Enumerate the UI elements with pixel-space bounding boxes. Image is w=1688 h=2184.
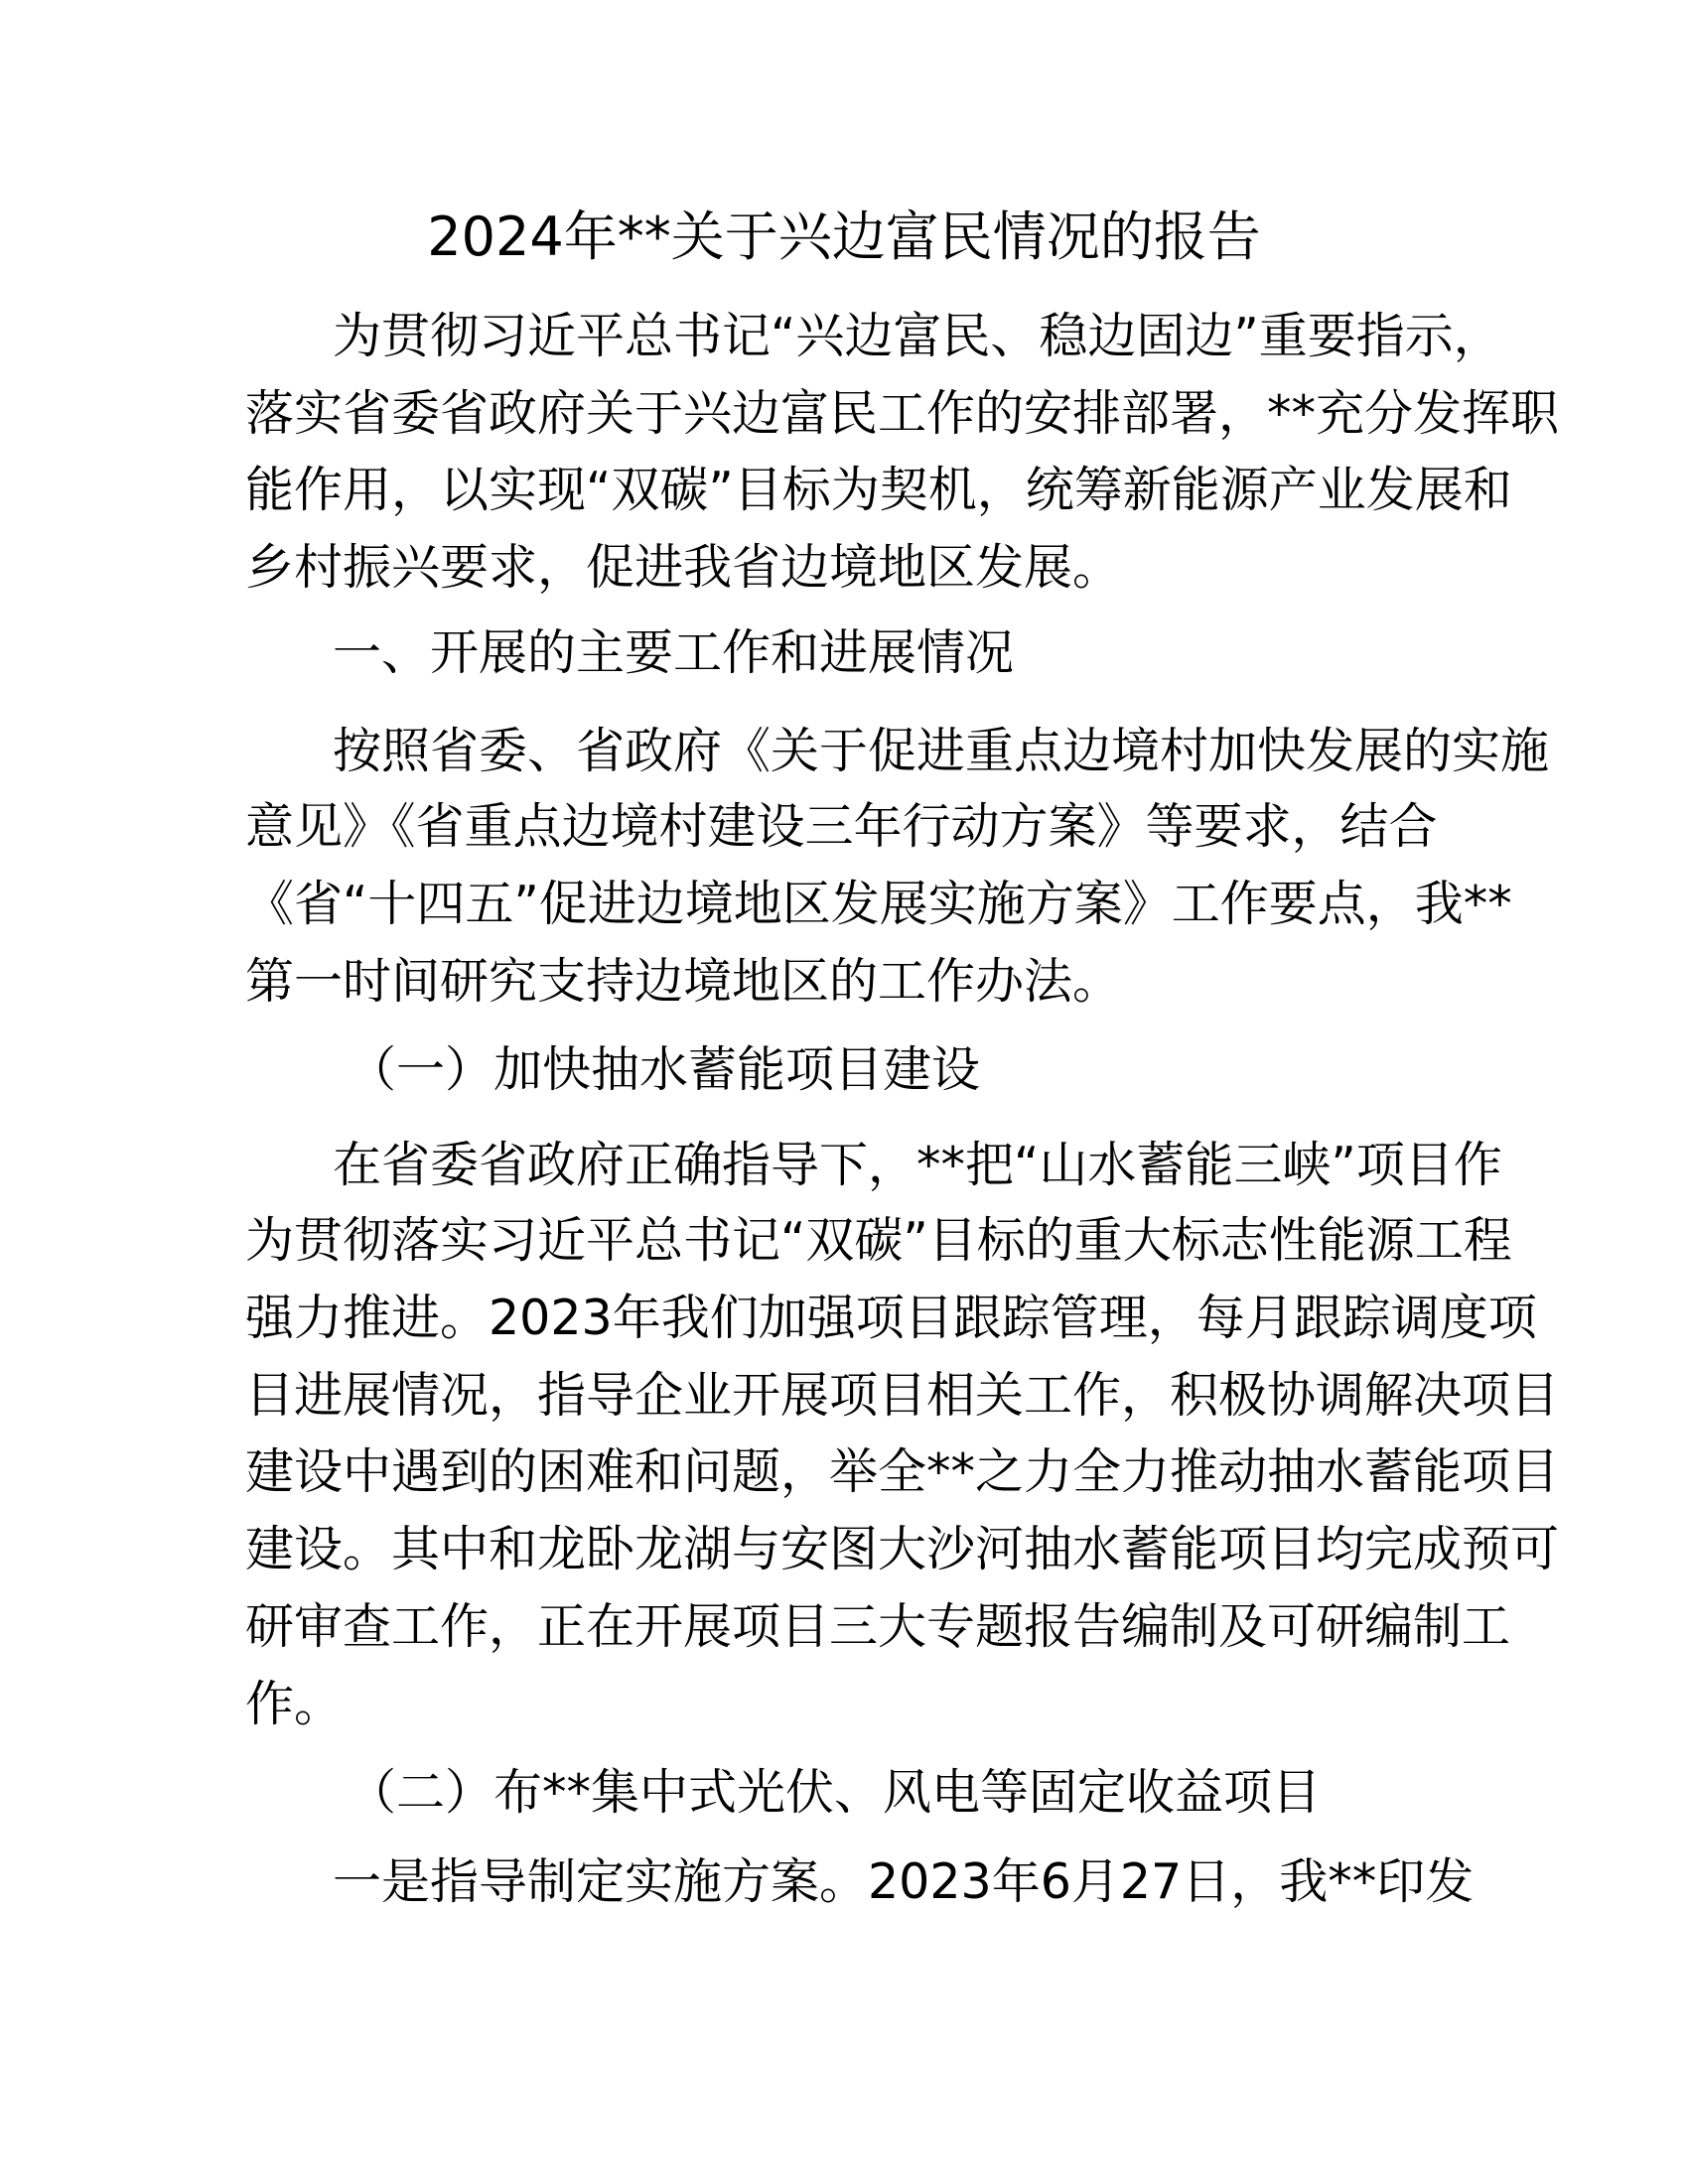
paragraph-line: 强力推进。2023年我们加强项目跟踪管理，每月跟踪调度项 xyxy=(245,1290,1537,1346)
paragraph-line: 为贯彻习近平总书记“兴边富民、稳边固边”重要指示， xyxy=(333,308,1502,364)
paragraph-line: 意见》《省重点边境村建设三年行动方案》等要求，结合 xyxy=(245,798,1438,855)
paragraph-line: 目进展情况，指导企业开展项目相关工作，积极协调解决项目 xyxy=(245,1367,1560,1424)
paragraph-line: 第一时间研究支持边境地区的工作办法。 xyxy=(245,953,1122,1010)
paragraph-line: 在省委省政府正确指导下，**把“山水蓄能三峡”项目作 xyxy=(333,1137,1502,1193)
paragraph-line: 《省“十四五”促进边境地区发展实施方案》工作要点，我** xyxy=(245,876,1512,932)
paragraph-line: 落实省委省政府关于兴边富民工作的安排部署，**充分发挥职 xyxy=(245,385,1560,442)
subsection-heading: （一）加快抽水蓄能项目建设 xyxy=(348,1041,981,1098)
document-title: 2024年**关于兴边富民情况的报告 xyxy=(427,205,1261,268)
paragraph-line: 一是指导制定实施方案。2023年6月27日，我**印发 xyxy=(333,1853,1475,1910)
paragraph-line: 按照省委、省政府《关于促进重点边境村加快发展的实施 xyxy=(333,723,1550,779)
paragraph-line: 建设中遇到的困难和问题，举全**之力全力推动抽水蓄能项目 xyxy=(245,1443,1560,1500)
section-heading: 一、开展的主要工作和进展情况 xyxy=(333,624,1015,681)
paragraph-line: 建设。其中和龙卧龙湖与安图大沙河抽水蓄能项目均完成预可 xyxy=(245,1521,1560,1577)
paragraph-line: 能作用，以实现“双碳”目标为契机，统筹新能源产业发展和 xyxy=(245,462,1512,518)
paragraph-line: 乡村振兴要求，促进我省边境地区发展。 xyxy=(245,539,1122,596)
paragraph-line: 研审查工作，正在开展项目三大专题报告编制及可研编制工 xyxy=(245,1598,1511,1655)
paragraph-line: 为贯彻落实习近平总书记“双碳”目标的重大标志性能源工程 xyxy=(245,1212,1512,1269)
paragraph-line: 作。 xyxy=(245,1676,344,1732)
subsection-heading: （二）布**集中式光伏、风电等固定收益项目 xyxy=(348,1764,1322,1821)
